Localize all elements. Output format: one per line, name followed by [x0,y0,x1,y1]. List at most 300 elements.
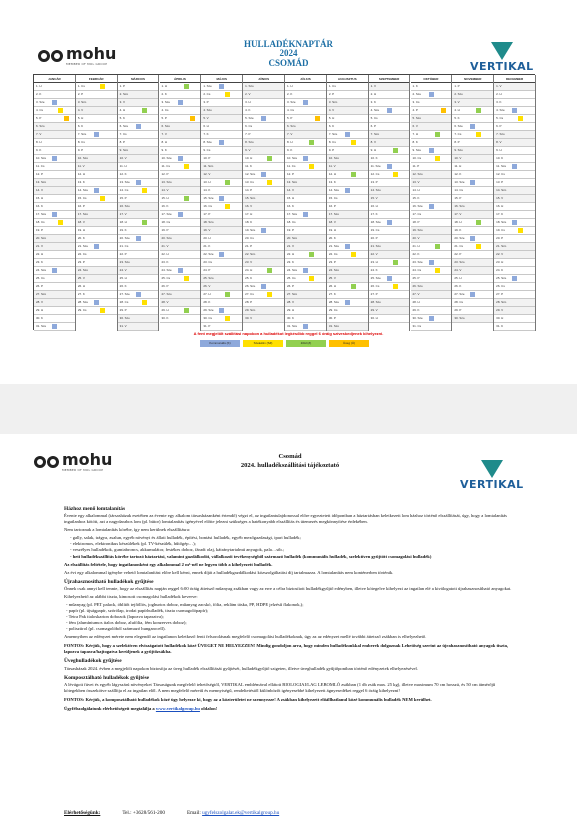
calendar-day: 5. K [452,115,493,123]
marker-kommunalis [261,228,266,233]
calendar-day: 9. Szo [118,147,159,155]
calendar-day: 22. Sze [201,251,242,259]
calendar-day: 15. H [285,195,326,203]
calendar-day: 29. Cs [76,307,117,315]
calendar-day: 24. V [118,267,159,275]
month-column [160,75,202,331]
calendar-day: 6. P [369,123,410,131]
month-column [76,75,118,331]
calendar-day: 1. H [34,83,75,91]
calendar-day: 18. H [452,219,493,227]
calendar-day: 18. Cs [285,219,326,227]
section-uveg-title: Üveghulladékok gyűjtése [64,658,122,665]
calendar-day: 22. H [160,251,201,259]
exclusion-item: - gally, salak, trágya, zsalun, egyéb növényi és állati hulladék, építési, bontási hulladék, egyéb mezőgazdasági, ipari hulladék; [70,535,301,541]
marker-szelektiv [518,116,523,121]
calendar-day: 29. P [118,307,159,315]
calendar-day: 1. P [452,83,493,91]
marker-szelektiv [184,164,189,169]
marker-kommunalis [136,180,141,185]
calendar-day: 15. V [369,195,410,203]
calendar-day: 11. H [118,163,159,171]
calendar-day: 29. H [34,307,75,315]
month-header: MÁJUS [201,75,242,83]
calendar-day: 28. V [34,299,75,307]
calendar-day: 19. Cs [369,227,410,235]
calendar-day: 28. Cs [118,299,159,307]
calendar-day: 6. Szo [160,123,201,131]
calendar-day: 11. Cs [160,163,201,171]
website-link[interactable]: www.vertikalgroup.hu [155,705,200,711]
calendar-day: 25. K [243,275,284,283]
calendar-day: 3. V [452,99,493,107]
calendar-day: 4. Cs [160,107,201,115]
calendar-day: 4. Sze [494,107,535,115]
marker-zold [267,268,272,273]
calendar-day: 23. K [160,259,201,267]
calendar-day: 26. K [452,283,493,291]
calendar-day: 28. Szo [369,299,410,307]
calendar-day: 5. K [118,115,159,123]
calendar-day: 22. V [494,251,535,259]
calendar-day: 15. H [160,195,201,203]
calendar-day: 12. K [118,171,159,179]
calendar-day: 15. P [452,195,493,203]
calendar-day: 18. Sze [494,219,535,227]
marker-szelektiv [435,156,440,161]
calendar-day: 17. Cs [411,211,452,219]
section-komposzt-text: A lévágott füvet és egyéb lágyszárú növényeket Társaságunk megfelelő tehetőségtől, VERTIKAL emblémával ellátott BIOLOGIAI/LAG LEBOMLÓ zsákban (1 db zsák max. 25 kg), illetve maximum 70 cm hosszú, és 50 cm átmérőjű kötegekben összekötve szállítja el az ingatlan elől. A nem megfelelő méretű és mennyiségű, rendeltetéstől különbözőt igényesebbé kihelyezett ágnyesedéket reggel 6 óráig kihelyezni! [64,681,496,693]
calendar-day: 21. V [285,243,326,251]
calendar-day: 16. Sze [411,203,452,211]
calendar-day: 12. P [34,171,75,179]
calendar-day: 13. V [411,179,452,187]
calendar-day: 10. Sze [285,155,326,163]
calendar-day: 21. Cs [452,243,493,251]
calendar-day: 26. H [327,283,368,291]
szelektiv-extra-bags: Amennyiben az edényzet mérete nem elegendő az ingatlanon keletkező fenti felsorolásnak megfelelő csomagolási hulladékoknak, úgy az az edényzet mellé további áttetsző zsákban is elhelyezhető. [64,634,427,640]
calendar-day: 5. H [327,115,368,123]
calendar-day: 16. P [76,203,117,211]
calendar-day: 27. V [411,291,452,299]
marker-szelektiv [184,276,189,281]
marker-kommunalis [512,220,517,225]
calendar-day: 20. V [411,235,452,243]
contact-email-link[interactable]: ugyfelszolgalat.ek@vertikalgroup.hu [202,810,280,816]
calendar-day: 31. Cs [411,323,452,331]
calendar-day: 3. Sze [160,99,201,107]
marker-kommunalis [94,300,99,305]
month-header: DECEMBER [494,75,535,83]
calendar-day: 4. Sze [369,107,410,115]
calendar-day: 20. Szo [285,235,326,243]
calendar-day: 16. Cs [201,203,242,211]
calendar-title-line1: HULLADÉKNAPTÁR [243,39,333,49]
marker-zold [309,252,314,257]
calendar-day: 7. Szo [369,131,410,139]
calendar-day: 8. V [369,139,410,147]
calendar-day: 4. Cs [34,107,75,115]
contact-phone: Tel.: +3628/561-200 [122,810,165,816]
calendar-day: 24. Sze [285,267,326,275]
calendar-day: 5. Sze [243,115,284,123]
calendar-day: 6. H [201,123,242,131]
calendar-day: 15. Sze [201,195,242,203]
calendar-day: 31. V [118,323,159,331]
calendar-day: 1. H [160,83,201,91]
calendar-day: 3. Szo [76,99,117,107]
calendar-day: 3. Szo [327,99,368,107]
calendar-day: 27. Sze [118,291,159,299]
calendar-day: 12. K [452,171,493,179]
marker-szelektiv [142,188,147,193]
section-uveg-text: Társasházak 2024. évben a megjelölt napokon biztosítja az üveg hulladék elszállítását gyűjtését, hulladékgyűjtő szigeten, illetve üveghulladék gyűjtőpontban történő edényzetek elhelyezésével. [64,665,418,671]
calendar-day: 17. H [243,211,284,219]
calendar-day: 10. Sze [160,155,201,163]
calendar-day: 25. Sze [494,275,535,283]
calendar-day: 4. H [118,107,159,115]
marker-szelektiv [225,204,230,209]
calendar-day: 15. V [494,195,535,203]
calendar-day: 26. P [285,283,326,291]
marker-zold [476,108,481,113]
calendar-day: 16. K [285,203,326,211]
calendar-day: 18. V [76,219,117,227]
marker-uveg [441,108,446,113]
calendar-day: 15. Cs [327,195,368,203]
calendar-day: 10. Szo [327,155,368,163]
calendar-day: 11. Cs [34,163,75,171]
calendar-day: 20. Cs [243,235,284,243]
calendar-day: 29. P [452,307,493,315]
marker-kommunalis [303,268,308,273]
marker-zold [225,180,230,185]
calendar-day: 28. V [285,299,326,307]
calendar-day: 13. H [201,179,242,187]
calendar-day: 17. K [369,211,410,219]
calendar-day: 22. H [34,251,75,259]
mohu-logo [38,46,116,66]
marker-kommunalis [261,116,266,121]
calendar-day: 9. H [369,147,410,155]
info-title [160,452,420,470]
calendar-day: 30. H [494,315,535,323]
calendar-day: 23. H [494,259,535,267]
calendar-day: 24. Szo [327,267,368,275]
mohu-logo [34,452,112,472]
calendar-day: 13. Sze [452,179,493,187]
calendar-day: 25. V [76,275,117,283]
calendar-day: 19. H [76,227,117,235]
calendar-day: 28. Cs [452,299,493,307]
szelektiv-warning: FONTOS: Kérjük, hogy a szelektíven elviszágatott hulladékok közé ÜVEGET NE HELYEZZEN! Mindig gondoljon arra, hogy minden hulladékunkkal emberek dolgoznak Lehetőség szerint az újrahasznosítható anyagok tiszta, lapozva tapasva/hajtogatva kerüljenek a gyűjtőzsákba. [64,643,509,655]
calendar-day: 20. Sze [452,235,493,243]
marker-uveg [64,116,69,121]
calendar-day: 8. Sze [201,139,242,147]
calendar-day: 14. Cs [452,187,493,195]
calendar-day: 22. V [369,251,410,259]
calendar-day: 14. K [201,187,242,195]
calendar-day: 5. P [34,115,75,123]
calendar-day: 12. V [201,171,242,179]
calendar-day: 11. V [327,163,368,171]
calendar-day: 13. Cs [243,179,284,187]
calendar-day: 22. P [118,251,159,259]
calendar-day: 10. K [494,155,535,163]
calendar-day: 13. Szo [160,179,201,187]
calendar-day: 28. V [160,299,201,307]
calendar-day: 18. Szo [201,219,242,227]
calendar-day: 5. V [201,115,242,123]
calendar-day: 2. P [327,91,368,99]
marker-kommunalis [178,100,183,105]
calendar-day: 7. V [34,131,75,139]
calendar-day: 2. Sze [411,91,452,99]
lomtalanitas-condition: Az elszállítás feltétele, hogy ingatlanonként egy alkalommal 2 m³-nél ne legyen több a kihelyezett hulladék. [64,561,273,567]
calendar-day: 3. K [369,99,410,107]
calendar-day: 8. Cs [327,139,368,147]
calendar-day: 14. V [285,187,326,195]
calendar-day: 3. P [201,99,242,107]
legend-zold: Zöld (Z) [286,340,326,347]
calendar-day: 24. K [494,267,535,275]
marker-kommunalis [303,324,308,329]
month-column [118,75,160,331]
calendar-day: 16. Szo [452,203,493,211]
calendar-day: 23. K [285,259,326,267]
calendar-day: 16. V [243,203,284,211]
calendar-day: 31. Sze [34,323,75,331]
calendar-day: 17. K [494,211,535,219]
calendar-day: 13. P [369,179,410,187]
contact-label: Elérhetőségünk: [64,810,101,816]
calendar-day: 2. V [243,91,284,99]
calendar-day: 6. Sze [118,123,159,131]
calendar-day: 27. H [201,291,242,299]
vertikal-logo-name: VERTIKAL [470,60,534,73]
calendar-day: 9. Sze [411,147,452,155]
vertikal-logo [460,460,524,491]
calendar-day: 20. H [201,235,242,243]
calendar-day: 24. H [243,267,284,275]
calendar-title-year: 2024 [279,48,298,59]
calendar-day: 31. Sze [285,323,326,331]
exclusion-item: - elektromos, elektronikus készülékek (pl. TV-készülék, hűtőgép…); [70,541,196,547]
calendar-day: 19. P [160,227,201,235]
marker-uveg [315,116,320,121]
marker-szelektiv [476,132,481,137]
calendar-day: 24. Sze [34,267,75,275]
calendar-day: 3. Sze [34,99,75,107]
mohu-logo-name: mohu [66,44,117,63]
calendar-day: 27. P [494,291,535,299]
calendar-day: 6. K [327,123,368,131]
calendar-day: 8. V [494,139,535,147]
calendar-day: 14. Sze [327,187,368,195]
calendar-day: 11. Sze [494,163,535,171]
mohu-logo-tagline: MEMBER OF MOL GROUP [62,468,104,472]
calendar-day: 3. K [494,99,535,107]
mohu-logo-tagline: MEMBER OF MOL GROUP [66,62,108,66]
marker-szelektiv [100,84,105,89]
calendar-day: 16. H [494,203,535,211]
szelektiv-item: - papír (pl. újságpapír, szórólap, irodai papírhulladék, tiszta csomagolópapír); [66,608,209,613]
komposzt-warning: FONTOS: Kérjük, a komposztálható hulladékok közé ügy helyezze ki, hogy az a közterületet ne szennyezze! A zsákban kihelyezett előállhatlanul közé kommunális hulladék NEM kerülhet. [64,696,432,702]
marker-zold [435,132,440,137]
calendar-day: 30. Sze [411,315,452,323]
calendar-day: 25. Szo [201,275,242,283]
calendar-day: 2. H [369,91,410,99]
marker-kommunalis [429,92,434,97]
calendar-title-town: CSOMÁD [268,57,309,68]
section-lomtalanitas-text: Évente egy alkalommal (társasházak esetében az évente egy alkalom társasházanként értendő) végzi el, az ingatlantulajdonossal előre egyeztetett időpontban a háztartásban keletkezett lom házhoz történő elszállítását, úgy, hogy a lomtalanítás ingatlanhoz kötött, azt a nagydarabos lom (pl. bútor) lomtalanítás igényével előtte jelezni szükséges a hatékonyabb elszállítás és ütemezés megkönnyítése érdekében. [64,513,507,525]
calendar-day: 6. P [494,123,535,131]
calendar-day: 21. Cs [118,243,159,251]
marker-kommunalis [470,292,475,297]
szelektiv-item: - Tetra Pak italoskarton dobozok (lapozva tapasztva); [66,614,164,620]
calendar-day: 7. P [243,131,284,139]
calendar-day: 30. H [369,315,410,323]
exclusion-item: - veszélyes hulladékok, gumiabroncs, akkumulátor, festékes doboz, fáradt olaj, kátránytartalmú anyagok, pala…stb.; [70,547,285,553]
calendar-day: 5. Cs [369,115,410,123]
calendar-day: 1. Szo [243,83,284,91]
calendar-day: 30. Szo [452,315,493,323]
calendar-day: 6. V [411,123,452,131]
calendar-day: 2. Cs [201,91,242,99]
marker-kommunalis [136,292,141,297]
calendar-day: 2. Szo [118,91,159,99]
calendar-day: 10. K [369,155,410,163]
calendar-day: 20. Sze [118,235,159,243]
calendar-day: 23. H [369,259,410,267]
calendar-day: 26. P [34,283,75,291]
marker-kommunalis [470,180,475,185]
marker-kommunalis [387,220,392,225]
calendar-day: 23. Cs [201,259,242,267]
calendar-day: 18. H [118,219,159,227]
marker-kommunalis [345,244,350,249]
calendar-day: 25. H [452,275,493,283]
marker-kommunalis [303,156,308,161]
contact-email-label: Email: [186,810,201,816]
calendar-day: 17. Sze [160,211,201,219]
calendar-day: 15. Szo [243,195,284,203]
calendar-day: 13. Sze [118,179,159,187]
calendar-day: 6. Sze [452,123,493,131]
calendar-day: 10. Szo [76,155,117,163]
calendar-day: 10. H [243,155,284,163]
calendar-day: 12. Cs [494,171,535,179]
calendar-day: 11. Szo [201,163,242,171]
calendar-day: 16. K [34,203,75,211]
month-column [411,75,453,331]
calendar-day: 5. Cs [494,115,535,123]
calendar-day: 10. V [118,155,159,163]
calendar-day: 21. Sze [327,243,368,251]
marker-szelektiv [351,140,356,145]
calendar-day: 17. Szo [327,211,368,219]
marker-kommunalis [387,164,392,169]
calendar-day: 26. P [160,283,201,291]
calendar-day: 28. K [201,299,242,307]
calendar-day: 18. V [327,219,368,227]
month-header: SZEPTEMBER [369,75,410,83]
calendar-day: 16. P [327,203,368,211]
calendar-day: 3. V [118,99,159,107]
calendar-day: 4. H [452,107,493,115]
month-header: JÚNIUS [243,75,284,83]
calendar-day: 9. K [160,147,201,155]
calendar-day: 27. K [327,291,368,299]
calendar-day: 29. Sze [201,307,242,315]
calendar-day: 7. Sze [327,131,368,139]
section-lomtalanitas-exclusions: Nem tartoznak a lomtalanítás körébe, így nem kerülnek elszállításra: [64,527,191,533]
calendar-day: 11. P [411,163,452,171]
calendar-day: 30. P [327,315,368,323]
calendar-day: 7. V [285,131,326,139]
calendar-day: 9. Cs [201,147,242,155]
calendar-day: 4. Szo [201,107,242,115]
calendar-day: 11. H [452,163,493,171]
calendar-day: 20. K [327,235,368,243]
marker-kommunalis [52,324,57,329]
calendar-day: 12. Sze [243,171,284,179]
marker-zold [267,156,272,161]
calendar-day: 30. K [34,315,75,323]
calendar-day: 13. Szo [34,179,75,187]
marker-kommunalis [470,124,475,129]
marker-kommunalis [429,316,434,321]
calendar-day: 22. Cs [76,251,117,259]
calendar-day: 29. Szo [243,307,284,315]
calendar-day: 27. Cs [243,291,284,299]
vertikal-logo-icon [481,460,503,478]
calendar-day: 4. V [76,107,117,115]
marker-zold [225,292,230,297]
calendar-day: 14. Sze [76,187,117,195]
marker-kommunalis [429,204,434,209]
calendar-day: 26. Sze [243,283,284,291]
calendar-day: 9. K [285,147,326,155]
calendar-day: 28. Szo [494,299,535,307]
calendar-day: 25. H [118,275,159,283]
calendar-day: 17. Szo [76,211,117,219]
marker-kommunalis [345,188,350,193]
calendar-day: 9. H [494,147,535,155]
calendar-day: 2. K [34,91,75,99]
month-column [243,75,285,331]
calendar-day: 25. Cs [34,275,75,283]
calendar-day: 11. Cs [285,163,326,171]
contact-footer [64,810,279,816]
calendar-day: 28. Sze [76,299,117,307]
calendar-day: 9. K [34,147,75,155]
calendar-day: 24. K [369,267,410,275]
marker-zold [184,84,189,89]
marker-szelektiv [351,252,356,257]
calendar-day: 13. P [494,179,535,187]
marker-zold [351,172,356,177]
calendar-day: 4. K [243,107,284,115]
calendar-day: 19. Szo [411,227,452,235]
section-lomtalanitas-title: Házhoz menő lomtalanítás [64,506,126,512]
calendar-page [0,0,577,384]
calendar-day: 30. K [285,315,326,323]
calendar-day: 14. P [243,187,284,195]
calendar-day: 2. Szo [452,91,493,99]
calendar-day: 16. Szo [118,203,159,211]
calendar-day: 18. P [411,219,452,227]
